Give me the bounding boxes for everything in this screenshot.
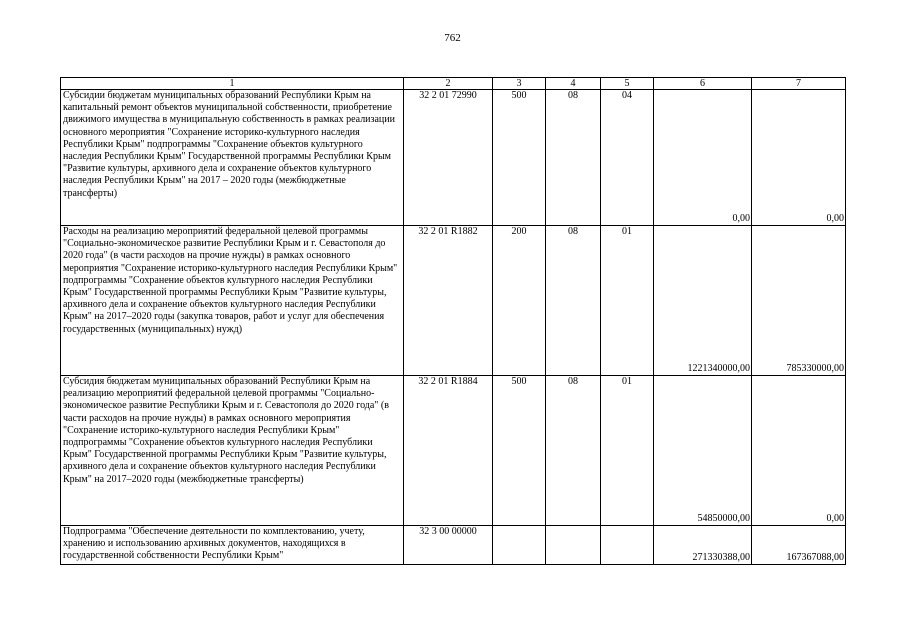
- row-pr-code: 01: [601, 376, 654, 526]
- row-vr-code: 200: [493, 226, 546, 376]
- row-rz-code: 08: [546, 376, 601, 526]
- row-sum-1: 54850000,00: [654, 376, 752, 526]
- row-csr-code: 32 2 01 72990: [404, 90, 493, 226]
- row-rz-code: 08: [546, 90, 601, 226]
- row-name: Расходы на реализацию мероприятий федеральной целевой программы "Социально-экономическое развитие Республики Крым и г. Севастополя до 2020 года" (в части расходов на прочие нужды) в рамках основного мероприятия "Сохранение историко-культурного наследия Республики Крым" подпрограммы "Сохранение объектов культурного наследия Республики Крым" Государственной программы Республики Крым "Развитие культуры, архивного дела и сохранение объектов культурного наследия Республики Крым" на 2017–2020 годы (закупка товаров, работ и услуг для обеспечения государственных (муниципальных) нужд): [61, 226, 404, 376]
- header-col-7: 7: [752, 78, 846, 90]
- row-name: Субсидии бюджетам муниципальных образований Республики Крым на капитальный ремонт объектов муниципальной собственности, приобретение движимого имущества в муниципальную собственность в рамках реализации основного мероприятия "Сохранение историко-культурного наследия Республики Крым" подпрограммы "Сохранение объектов культурного наследия Республики Крым" Государственной программы Республики Крым "Развитие культуры, архивного дела и сохранение объектов культурного наследия Республики Крым" на 2017 – 2020 годы (межбюджетные трансферты): [61, 90, 404, 226]
- row-rz-code: 08: [546, 226, 601, 376]
- row-sum-1: 1221340000,00: [654, 226, 752, 376]
- row-vr-code: 500: [493, 90, 546, 226]
- row-vr-code: [493, 526, 546, 565]
- row-pr-code: 04: [601, 90, 654, 226]
- row-sum-2: 0,00: [752, 90, 846, 226]
- header-row: [61, 78, 846, 90]
- row-sum-2: 0,00: [752, 376, 846, 526]
- row-sum-1: 271330388,00: [654, 526, 752, 565]
- table-row: [61, 226, 846, 376]
- header-col-3: 3: [493, 78, 546, 90]
- row-csr-code: 32 3 00 00000: [404, 526, 493, 565]
- row-sum-2: 785330000,00: [752, 226, 846, 376]
- header-col-5: 5: [601, 78, 654, 90]
- header-col-1: 1: [61, 78, 404, 90]
- table-row: [61, 526, 846, 565]
- row-pr-code: [601, 526, 654, 565]
- row-rz-code: [546, 526, 601, 565]
- page-number: 762: [444, 32, 461, 44]
- row-name: Подпрограмма "Обеспечение деятельности по комплектованию, учету, хранению и использованию архивных документов, находящихся в государственной собственности Республики Крым": [61, 526, 404, 565]
- budget-table: [60, 77, 846, 565]
- row-csr-code: 32 2 01 R1882: [404, 226, 493, 376]
- table-row: [61, 90, 846, 226]
- row-name: Субсидия бюджетам муниципальных образований Республики Крым на реализацию мероприятий федеральной целевой программы "Социально-экономическое развитие Республики Крым и г. Севастополя до 2020 года" (в части расходов на прочие нужды) в рамках основного мероприятия "Сохранение историко-культурного наследия Республики Крым" подпрограммы "Сохранение объектов культурного наследия Республики Крым" Государственной программы Республики Крым "Развитие культуры, архивного дела и сохранение объектов культурного наследия Республики Крым" на 2017–2020 годы (межбюджетные трансферты): [61, 376, 404, 526]
- row-pr-code: 01: [601, 226, 654, 376]
- table-row: [61, 376, 846, 526]
- row-vr-code: 500: [493, 376, 546, 526]
- header-col-6: 6: [654, 78, 752, 90]
- row-sum-1: 0,00: [654, 90, 752, 226]
- row-sum-2: 167367088,00: [752, 526, 846, 565]
- header-col-2: 2: [404, 78, 493, 90]
- row-csr-code: 32 2 01 R1884: [404, 376, 493, 526]
- header-col-4: 4: [546, 78, 601, 90]
